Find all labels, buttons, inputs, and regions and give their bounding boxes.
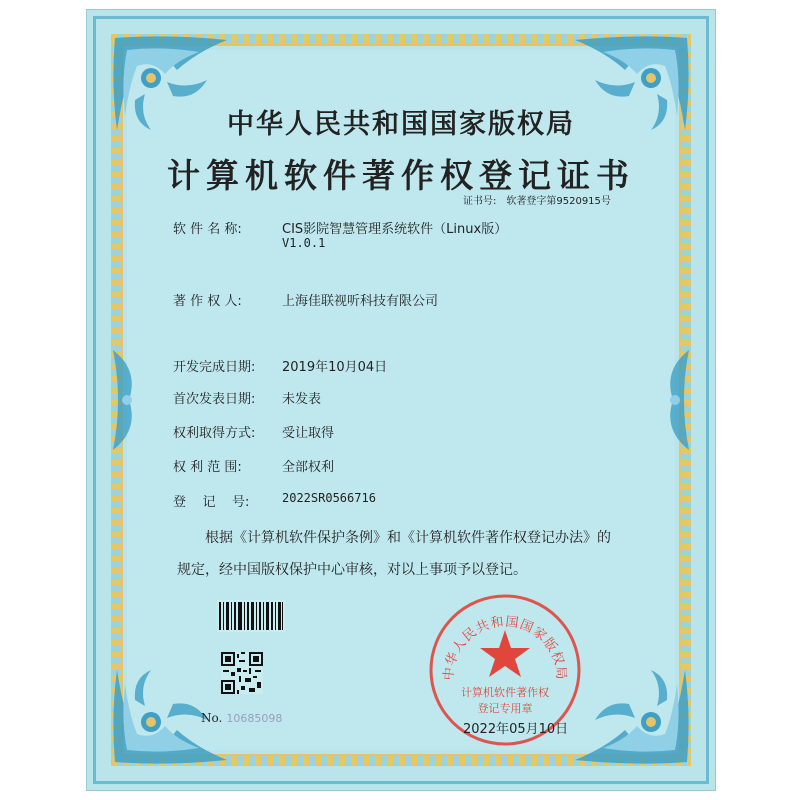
field-value: 上海佳联视听科技有限公司 [282,294,439,309]
statement [177,522,647,586]
statement-line: 规定，经中国版权保护中心审核，对以上事项予以登记。 [177,562,527,578]
serial-label: No. [201,711,223,725]
field-label: 权利取得方式: [173,426,256,441]
svg-text:登记专用章: 登记专用章 [477,702,533,715]
field-value: 受让取得 [282,426,335,441]
svg-text:中华人民共和国国家版权局: 中华人民共和国国家版权局 [441,614,569,681]
corner-ornament-icon [565,660,695,770]
issuer-title: 中华人民共和国国家版权局 [227,109,575,140]
issue-date: 2022年05月10日 [463,722,569,737]
field-label: 著 作 权 人: [173,294,242,309]
field-label: 开发完成日期: [173,360,256,375]
svg-text:计算机软件著作权: 计算机软件著作权 [461,686,549,699]
certificate-number [463,192,611,207]
barcode-icon [217,600,285,632]
field-version: V1.0.1 [282,236,326,250]
side-ornament-icon [109,340,149,460]
field-label: 权 利 范 围: [173,460,242,475]
field-label: 软 件 名 称: [173,222,242,237]
statement-line: 根据《计算机软件保护条例》和《计算机软件著作权登记办法》的 [205,530,611,546]
field-value: 未发表 [282,392,322,407]
field-value: 全部权利 [282,460,335,475]
serial-number [201,711,282,725]
certificate-number-label: 证书号: [463,196,497,207]
field-value: 2019年10月04日 [282,360,388,375]
certificate-title: 计算机软件著作权登记证书 [167,156,635,195]
side-ornament-icon [653,340,693,460]
serial-value: 10685098 [226,712,283,725]
field-value: 2022SR0566716 [282,491,376,505]
certificate-number-value: 软著登字第9520915号 [506,196,611,207]
certificate [87,10,715,790]
field-label: 登 记 号: [173,495,250,510]
qr-code-icon [221,652,263,694]
field-value: CIS影院智慧管理系统软件（Linux版） [282,222,508,237]
field-label: 首次发表日期: [173,392,256,407]
